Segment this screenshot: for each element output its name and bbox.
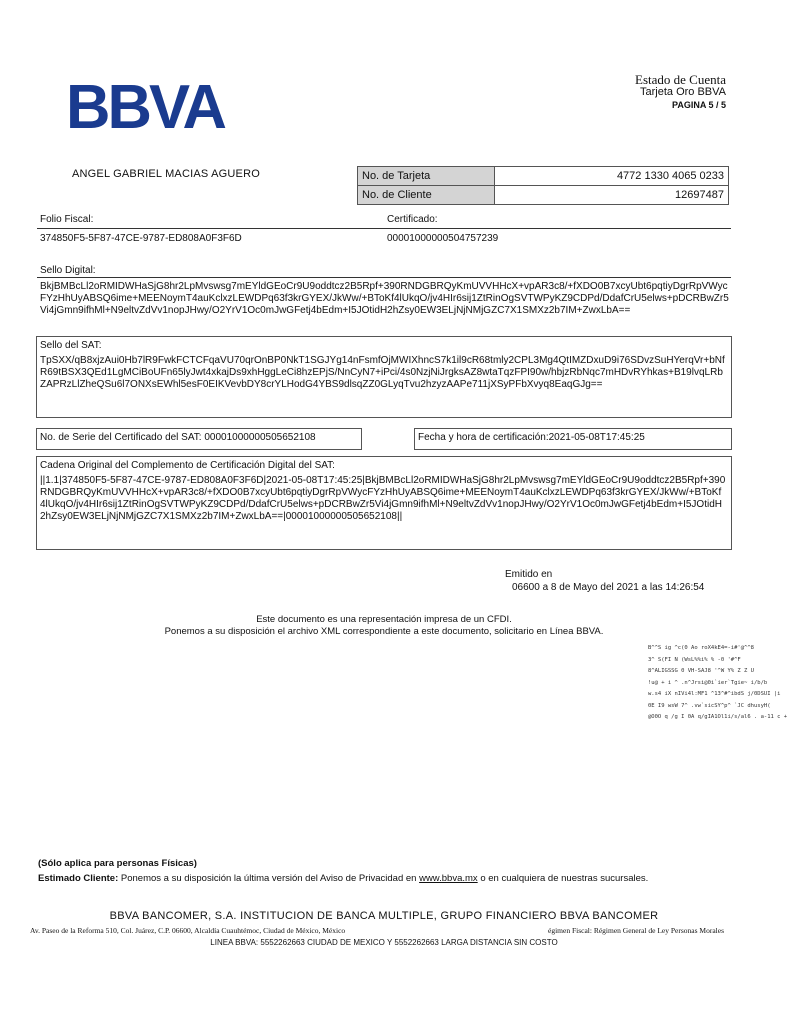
qr-line: @O0O q /g I 0A q/gIA1Ol1i/s/al6 . a-11 c + [648, 714, 787, 720]
client-number-row [358, 186, 729, 205]
client-name: ANGEL GABRIEL MACIAS AGUERO [72, 168, 260, 180]
privacy-text: Ponemos a su disposición la última versión del Aviso de Privacidad en [118, 873, 420, 884]
personas-fisicas-note: (Sólo aplica para personas Físicas) [38, 858, 197, 869]
client-lead: Estimado Cliente: [38, 873, 119, 884]
divider [37, 228, 731, 229]
sello-digital-label: Sello Digital: [40, 265, 96, 276]
qr-line: !u@ + i ^ .n^Jrsi@0i`ier`Tgie~ i/b/b [648, 679, 768, 686]
card-number-row [358, 167, 729, 186]
page-number: PAGINA 5 / 5 [671, 100, 726, 110]
document-subtitle: Tarjeta Oro BBVA [640, 86, 726, 98]
sello-sat-label: Sello del SAT: [40, 340, 102, 351]
qr-line: w.s4 iX nIVi4l:MF1 ^13^#^ibdS j/0DSUI |i [648, 691, 781, 697]
privacy-link[interactable]: www.bbva.mx [419, 873, 478, 884]
emitido-label: Emitido en [505, 569, 553, 580]
bbva-logo [66, 73, 227, 142]
privacy-notice [38, 873, 648, 884]
qr-line: 0E I9 wsW 7^ .vw`sicSY^p^ `JC dhusyH( [648, 702, 771, 709]
xml-note: Ponemos a su disposición el archivo XML correspondiente a este documento, solicitario en Línea BBVA. [164, 626, 604, 637]
sello-digital-value: BkjBMBcLl2oRMIDWHaSjG8hr2LpMvswsg7mEYldGEoCr9U9oddtcz2B5Rpf+390RNDGBRQyKmUVVHHcX+vpAR3c8/+fXDO0B7xcyUbt6pqtiyDgrRpVWycFYzHhUyABSQ6ime+MEENoymT4auKclxzLEWDPq63f3krGYEX/JkWw/+BToKf4lUkqO/jv4HIr6sij1ZtRinOgSVTWPyKZ9CDPd/DdafCrU5elws+pDCRBwZr5Vi4jGmn9ifhMl+N9eltvZdVv1nopJHwy/O2YrV1Oc0mJwGFetj4bEdm+I5JOtidH2hZsy0EW3ELjNjNMjGZC7X1SMXz2b7IM+ZwxLbA== [40, 281, 729, 316]
card-number-value: 4772 1330 4065 0233 [495, 167, 729, 186]
certificado-value: 00001000000504757239 [387, 233, 499, 244]
linea-bbva: LINEA BBVA: 5552262663 CIUDAD DE MEXICO Y 5552262663 LARGA DISTANCIA SIN COSTO [210, 938, 558, 947]
cfdi-note: Este documento es una representación impresa de un CFDI. [256, 614, 512, 625]
qr-line: 3^ S(FI N (WsL%%i% % -0 '#^F [648, 656, 741, 663]
privacy-tail: o en cualquiera de nuestras sucursales. [477, 873, 649, 884]
serie-certificado [40, 432, 316, 443]
fecha-value: 2021-05-08T17:45:25 [548, 432, 645, 443]
divider [37, 277, 731, 278]
fecha-certificacion [418, 432, 645, 443]
cadena-value: ||1.1|374850F5-5F87-47CE-9787-ED808A0F3F6D|2021-05-08T17:45:25|BkjBMBcLl2oRMIDWHaSjG8hr2LpMvswsg7mEYldGEoCr9U9oddtcz2B5Rpf+390RNDGBRQyKmUVVHHcX+vpAR3c8/+fXDO0B7xcyUbt6pqtiyDgrRpVWycFYzHhUyABSQ6ime+MEENoymT4auKclxzLEWDPq63f3krGYEX/JkWw/+BToKf4lUkqO/jv4HIr6sij1ZtRinOgSVTWPyKZ9CDPd/DdafCrU5elws+pDCRBwZr5Vi4jGmn9ifhMl+N9eltvZdVv1nopJHwy/O2YrV1Oc0mJwGFetj4bEdm+I5JOtidH2hZsy0EW3ELjNjNMjGZC7X1SMXz2b7IM+ZwxLbA==|00001000000505652108|| [40, 475, 726, 522]
client-number-label: No. de Cliente [358, 186, 495, 205]
regimen-fiscal: égimen Fiscal: Régimen General de Ley Personas Morales [548, 926, 724, 935]
serie-value: 00001000000505652108 [204, 432, 316, 443]
qr-line: 8^ALIGSSG 0 VH-SAJ8 '^W Y% Z Z U [648, 668, 754, 674]
folio-fiscal-value: 374850F5-5F87-47CE-9787-ED808A0F3F6D [40, 233, 242, 244]
svg-text:BBVA: BBVA [66, 73, 227, 142]
fecha-label: Fecha y hora de certificación: [418, 432, 549, 443]
sello-sat-value: TpSXX/qB8xjzAui0Hb7lR9FwkFCTCFqaVU70qrOnBP0NkT1SGJYg14nFsmfOjMWIXhncS7k1il9cR68tmly2CPL3Mg4QtIMZDxuD9i76SDvzSuHYerqVr+bNfR69tBSX3QEd1LgMCiBoUFn65lyJwt4xkajDs9xhHggLeCi8hzEPjS/NnCyN7+iPci/4s0NzjNiJrgksAZ8wtaTqzFPI90w/hbjzRbNqc7mHDvRYhkas+B19lvqLRbZAPRzLlZheQSu6l7ONXsEWhl5esF0EIKVevbDY8crYLHodG4YBS9dlsqZZ0GLyqTvu2hzyzAAPe711jXSyPFbXvyq8EaqGJg== [40, 355, 725, 390]
document-title: Estado de Cuenta [635, 72, 726, 87]
cadena-label: Cadena Original del Complemento de Certificación Digital del SAT: [40, 460, 335, 471]
qr-code-text [648, 643, 787, 724]
certificado-label: Certificado: [387, 214, 438, 225]
serie-label: No. de Serie del Certificado del SAT: [40, 432, 202, 443]
card-number-label: No. de Tarjeta [358, 167, 495, 186]
company-name: BBVA BANCOMER, S.A. INSTITUCION DE BANCA MULTIPLE, GRUPO FINANCIERO BBVA BANCOMER [109, 910, 659, 922]
folio-fiscal-label: Folio Fiscal: [40, 214, 94, 225]
card-info-table [357, 166, 729, 205]
client-number-value: 12697487 [495, 186, 729, 205]
company-address: Av. Paseo de la Reforma 510, Col. Juárez, C.P. 06600, Alcaldía Cuauhtémoc, Ciudad de México, México [30, 926, 346, 935]
qr-line: B^^S ig ^c(0 Ao roX4kE4=-i#'@^^8 [648, 645, 754, 651]
emitido-date: 06600 a 8 de Mayo del 2021 a las 14:26:54 [512, 582, 705, 593]
